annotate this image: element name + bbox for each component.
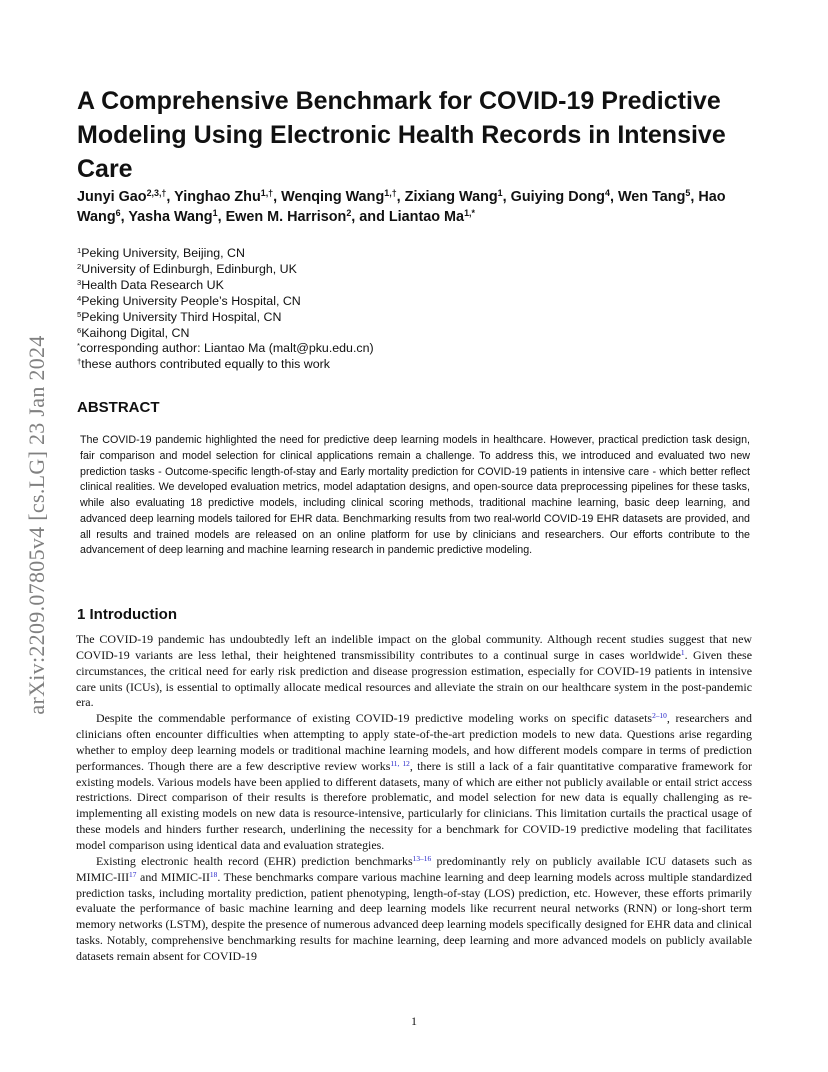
author-name: Ewen M. Harrison xyxy=(225,209,347,225)
author-name: Guiying Dong xyxy=(510,189,605,205)
author-separator: , xyxy=(273,189,282,205)
affiliation-item xyxy=(77,310,477,326)
affiliation-text: Kaihong Digital, CN xyxy=(81,325,190,340)
paper-title: A Comprehensive Benchmark for COVID-19 Predictive Modeling Using Electronic Health Records in Intensive Care xyxy=(77,87,726,183)
abstract-heading: ABSTRACT xyxy=(77,399,160,416)
author-name: Liantao Ma xyxy=(388,209,465,225)
author-name: Yinghao Zhu xyxy=(174,189,261,205)
affiliation-text: University of Edinburgh, Edinburgh, UK xyxy=(81,261,297,276)
affiliation-text: Peking University Third Hospital, CN xyxy=(81,309,282,324)
affiliation-item xyxy=(77,341,477,357)
affiliation-mark: † xyxy=(77,357,82,367)
affiliation-mark: 1 xyxy=(77,245,82,255)
affiliation-list xyxy=(77,246,477,373)
author-separator: , xyxy=(217,209,226,225)
author-separator: , xyxy=(502,189,511,205)
citation-reference: 13–16 xyxy=(412,853,432,863)
author-name: Junyi Gao xyxy=(77,189,147,205)
paragraph-text: . These benchmarks compare various machine learning and deep learning models across multiple standardized prediction tasks, including mortality prediction, patient phenotyping, length-of-stay (LOS) prediction, etc. However, these efforts primarily evaluate the performance of basic machine learning and deep learning models like recurrent neural networks (RNN) or long-short term memory networks (LSTM), despite the presence of numerous advanced deep learning models specifically designed for EHR data and clinical tasks. Notably, comprehensive benchmarking results for machine learning, deep learning and more advanced models on publicly available datasets remain absent for COVID-19 xyxy=(76,869,752,963)
author-affiliation-mark: 1,† xyxy=(384,188,397,199)
affiliation-text: Peking University People’s Hospital, CN xyxy=(81,293,301,308)
citation-reference: 1 xyxy=(680,647,685,657)
affiliation-text: these authors contributed equally to this work xyxy=(81,357,330,372)
paragraph-text: and MIMIC-II xyxy=(136,869,210,884)
affiliation-mark: 3 xyxy=(77,277,82,287)
page-number: 1 xyxy=(411,1014,417,1028)
paragraph-text: , researchers and clinicians often encounter difficulties when attempting to apply state-of-the-art prediction models to new data. Questions arise regarding whether to employ deep learning models or traditional machine learning models, and how different models compare in terms of prediction performances. Though there are a few descriptive review works xyxy=(76,711,752,773)
citation-reference: 18 xyxy=(209,869,218,879)
affiliation-text: Peking University, Beijing, CN xyxy=(81,246,245,260)
paragraph-text: Existing electronic health record (EHR) prediction benchmarks xyxy=(96,853,413,868)
affiliation-item xyxy=(77,357,477,373)
citation-reference: 17 xyxy=(129,869,137,879)
abstract-text: The COVID-19 pandemic highlighted the need for predictive deep learning models in healthcare. However, practical prediction task design, fair comparison and model selection for clinical applications remain a challenge. To address this, we introduced and evaluated two new prediction tasks - Outcome-specific length-of-stay and Early mortality prediction for COVID-19 patients in intensive care - which better reflect clinical realities. We developed evaluation metrics, model adaptation designs, and open-source data preprocessing pipelines for these tasks, while also evaluating 18 predictive models, including clinical scoring methods, traditional machine learning, basic deep learning, and advanced deep learning models tailored for EHR data. Benchmarking results from two real-world COVID-19 EHR datasets are provided, and all results and trained models are released on an online platform for use by clinicians and researchers. Our efforts contribute to the advancement of deep learning and machine learning research in pandemic predictive modeling. xyxy=(80,434,750,557)
affiliation-item xyxy=(77,246,477,262)
citation-reference: 2–10 xyxy=(652,711,667,721)
arxiv-sidebar-stamp xyxy=(22,290,52,760)
citation-reference: 11, 12 xyxy=(390,758,410,768)
affiliation-mark: 4 xyxy=(77,293,82,303)
paragraph-text: , there is still a lack of a fair quantitative comparative framework for existing models. Various models have been applied to different datasets, many of which are either not publicly available or entail strict access restrictions. Direct comparison of their results is therefore problematic, and model selection for new data is equally challenging as re-implementing all existing models on new data is resource-intensive, particularly for clinicians. This limitation curtails the practical usage of these models and hinders further research, underlining the necessity for a benchmark for COVID-19 predictive modeling that facilitates model comparison using identical data and evaluation strategies. xyxy=(76,758,752,852)
paragraph-text: Despite the commendable performance of existing COVID-19 predictive modeling works on specific datasets xyxy=(96,711,653,726)
affiliation-item xyxy=(77,262,477,278)
author-separator: , xyxy=(690,189,699,205)
body-paragraph xyxy=(76,854,752,965)
paragraph-text: The COVID-19 pandemic has undoubtedly left an indelible impact on the global community. Although recent studies suggest that new COVID-19 variants are less lethal, their heightened transmissibility contributes to a continual surge in cases worldwide xyxy=(76,632,752,662)
author-separator: , xyxy=(396,189,405,205)
author-affiliation-mark: 6 xyxy=(115,208,121,219)
author-name: Yasha Wang xyxy=(128,209,213,225)
author-name: Hao Wang xyxy=(77,189,726,225)
affiliation-item xyxy=(77,326,477,342)
paragraph-text: . Given these circumstances, the critical need for early risk prediction and disease progression estimation, especially for COVID-19 patients in intensive care units (ICUs), is essential to optimally allocate medical resources and alleviate the strain on our healthcare system in the post-pandemic era. xyxy=(76,647,753,710)
author-affiliation-mark: 1 xyxy=(212,208,218,219)
affiliation-text: Health Data Research UK xyxy=(81,277,224,292)
author-name: Wen Tang xyxy=(617,189,686,205)
author-affiliation-mark: 2,3,† xyxy=(146,188,167,199)
body-paragraph xyxy=(76,632,752,711)
author-affiliation-mark: 5 xyxy=(685,188,691,199)
affiliation-mark: * xyxy=(77,341,80,351)
affiliation-mark: 2 xyxy=(77,261,82,271)
affiliation-item xyxy=(77,278,477,294)
section-heading-introduction: 1 Introduction xyxy=(77,606,177,623)
author-separator: , xyxy=(609,189,618,205)
author-list xyxy=(77,187,757,227)
author-separator: , xyxy=(166,189,175,205)
author-affiliation-mark: 1 xyxy=(497,188,503,199)
affiliation-item xyxy=(77,294,477,310)
affiliation-mark: 6 xyxy=(77,325,82,335)
arxiv-identifier: arXiv:2209.07805v4 [cs.LG] 23 Jan 2024 xyxy=(24,335,49,715)
affiliation-mark: 5 xyxy=(77,309,82,319)
author-affiliation-mark: 4 xyxy=(604,188,610,199)
paragraph-text: predominantly rely on publicly available ICU datasets such as MIMIC-III xyxy=(76,853,752,884)
author-separator: , and xyxy=(351,209,389,225)
author-affiliation-mark: 1,* xyxy=(464,208,475,219)
author-separator: , xyxy=(120,209,129,225)
author-affiliation-mark: 2 xyxy=(346,208,352,219)
body-paragraph xyxy=(76,711,752,854)
author-affiliation-mark: 1,† xyxy=(260,188,274,199)
introduction-body xyxy=(76,632,752,965)
author-name: Wenqing Wang xyxy=(281,189,385,205)
author-name: Zixiang Wang xyxy=(404,189,498,205)
affiliation-text: corresponding author: Liantao Ma (malt@pku.edu.cn) xyxy=(80,341,374,356)
